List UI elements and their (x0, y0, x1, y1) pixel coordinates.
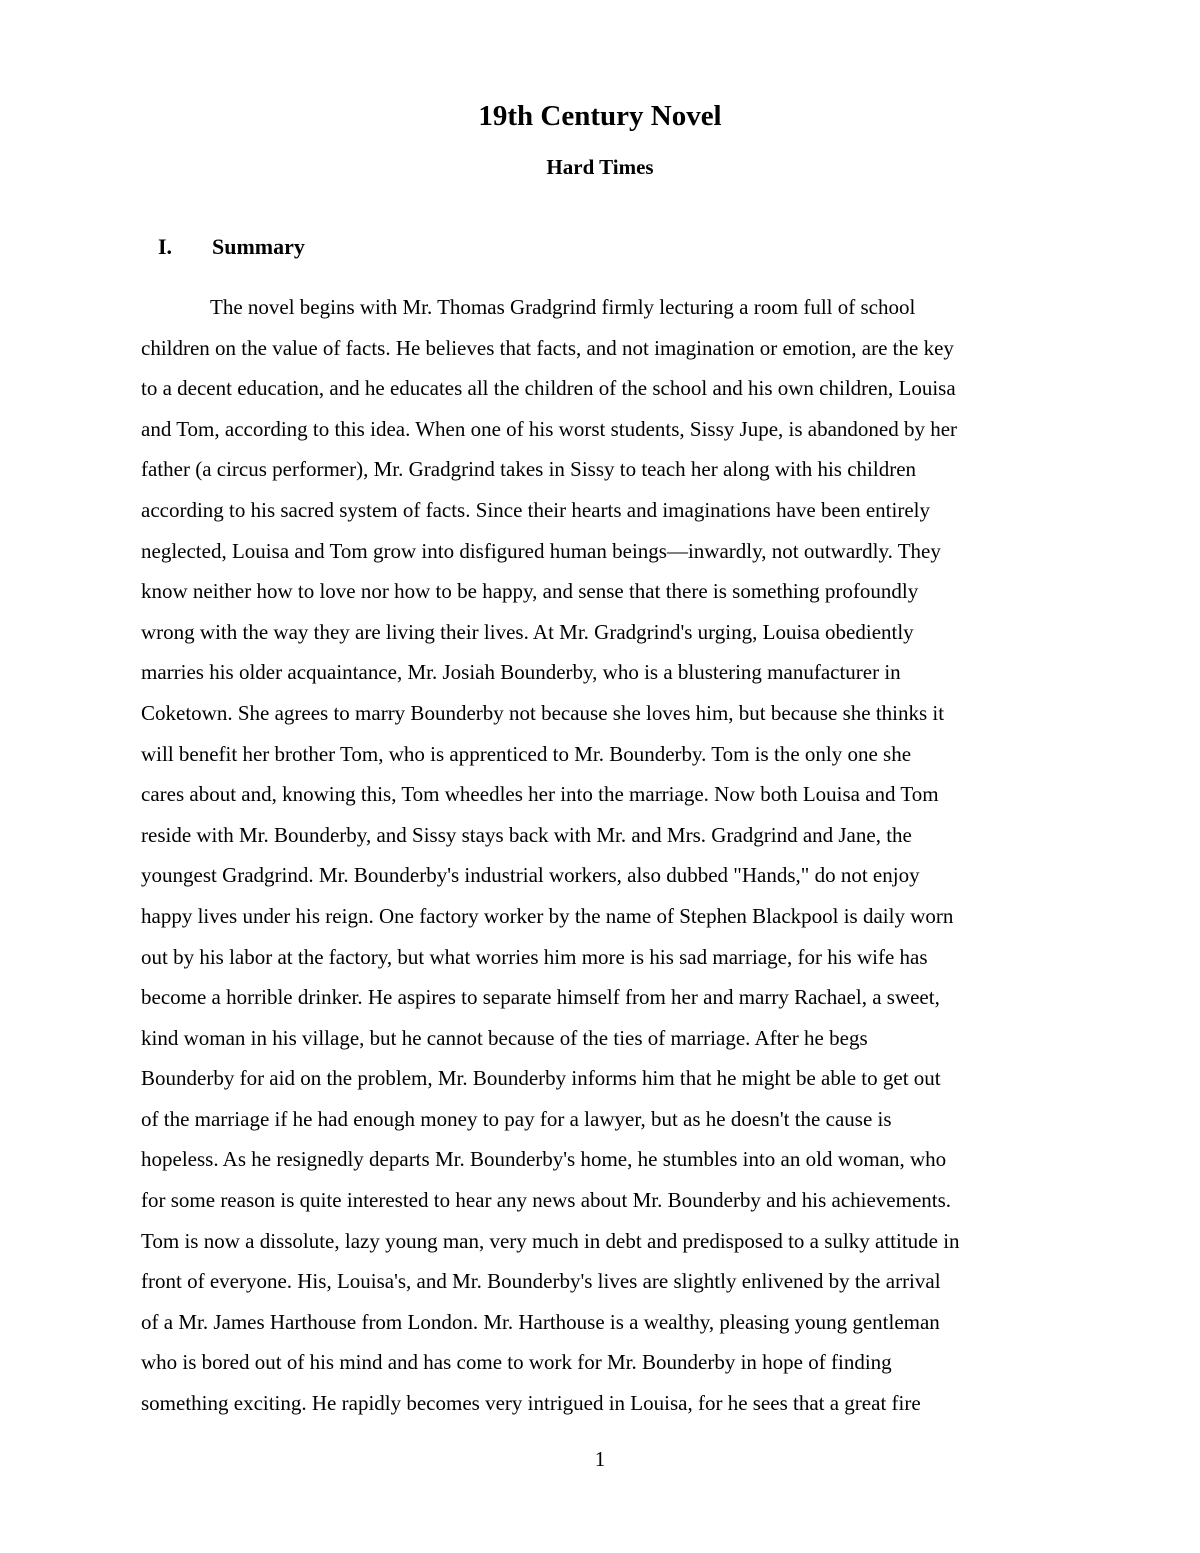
text-line: cares about and, knowing this, Tom wheedles her into the marriage. Now both Louisa and Tom (141, 782, 939, 807)
text-line: know neither how to love nor how to be happy, and sense that there is something profoundly (141, 579, 919, 604)
text-line: who is bored out of his mind and has come to work for Mr. Bounderby in hope of finding (141, 1350, 892, 1375)
text-line: Tom is now a dissolute, lazy young man, very much in debt and predisposed to a sulky attitude in (141, 1228, 960, 1253)
text-line: children on the value of facts. He believes that facts, and not imagination or emotion, are the key (141, 335, 954, 360)
text-line: become a horrible drinker. He aspires to separate himself from her and marry Rachael, a sweet, (141, 985, 940, 1010)
text-line: out by his labor at the factory, but what worries him more is his sad marriage, for his wife has (141, 944, 928, 969)
text-line: for some reason is quite interested to hear any news about Mr. Bounderby and his achievements. (141, 1188, 952, 1213)
document-subtitle: Hard Times (546, 155, 654, 179)
section-number: I. (158, 234, 173, 259)
section-heading (158, 232, 305, 262)
document-title: 19th Century Novel (478, 100, 722, 132)
page-number: 1 (594, 1447, 606, 1471)
text-line: reside with Mr. Bounderby, and Sissy stays back with Mr. and Mrs. Gradgrind and Jane, the (141, 822, 912, 847)
text-line: according to his sacred system of facts. Since their hearts and imaginations have been entirely (141, 497, 930, 522)
text-line: The novel begins with Mr. Thomas Gradgrind firmly lecturing a room full of school (210, 295, 916, 319)
text-line: father (a circus performer), Mr. Gradgrind takes in Sissy to teach her along with his children (141, 457, 917, 482)
text-line: Bounderby for aid on the problem, Mr. Bounderby informs him that he might be able to get out (141, 1066, 941, 1091)
text-line: hopeless. As he resignedly departs Mr. Bounderby's home, he stumbles into an old woman, who (141, 1147, 947, 1172)
text-line: front of everyone. His, Louisa's, and Mr. Bounderby's lives are slightly enlivened by the arrival (141, 1269, 941, 1294)
text-line: neglected, Louisa and Tom grow into disfigured human beings—inwardly, not outwardly. They (141, 538, 941, 563)
text-line: happy lives under his reign. One factory worker by the name of Stephen Blackpool is daily worn (141, 903, 954, 928)
summary-paragraph (141, 287, 1061, 1424)
text-line: will benefit her brother Tom, who is apprenticed to Mr. Bounderby. Tom is the only one she (141, 741, 912, 766)
text-line: kind woman in his village, but he cannot because of the ties of marriage. After he begs (141, 1025, 868, 1050)
text-line: and Tom, according to this idea. When one of his worst students, Sissy Jupe, is abandoned by her (141, 416, 958, 441)
text-line: marries his older acquaintance, Mr. Josiah Bounderby, who is a blustering manufacturer in (141, 660, 901, 685)
text-line: youngest Gradgrind. Mr. Bounderby's industrial workers, also dubbed "Hands," do not enjoy (141, 863, 920, 888)
text-line: to a decent education, and he educates all the children of the school and his own children, Louisa (141, 376, 956, 401)
text-line: wrong with the way they are living their lives. At Mr. Gradgrind's urging, Louisa obediently (141, 619, 914, 644)
section-title: Summary (212, 234, 305, 259)
text-line: something exciting. He rapidly becomes very intrigued in Louisa, for he sees that a great fire (141, 1391, 921, 1416)
text-line: of the marriage if he had enough money to pay for a lawyer, but as he doesn't the cause is (141, 1106, 892, 1131)
text-line: Coketown. She agrees to marry Bounderby not because she loves him, but because she thinks it (141, 700, 945, 725)
text-line: of a Mr. James Harthouse from London. Mr. Harthouse is a wealthy, pleasing young gentleman (141, 1309, 940, 1334)
